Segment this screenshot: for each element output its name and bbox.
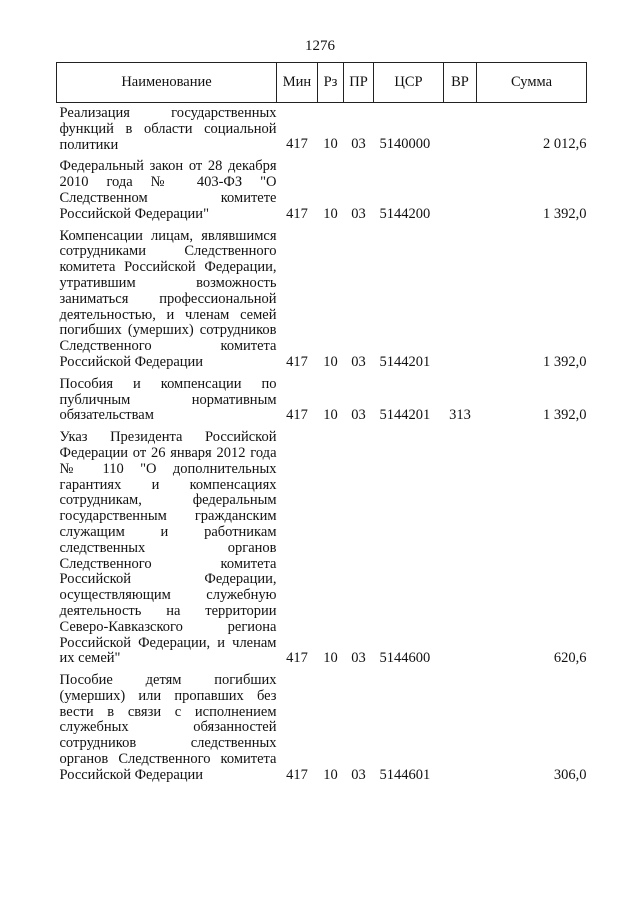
row-sum: 620,6 — [553, 650, 587, 667]
row-min: 417 — [286, 205, 308, 222]
header-vr: ВР — [444, 63, 477, 103]
row-csr: 5144600 — [379, 650, 431, 667]
row-pr: 03 — [351, 136, 366, 153]
table-header-row — [57, 63, 587, 103]
row-name: Федеральный закон от 28 декабря 2010 года № 403-ФЗ "О Следственном комитете Российской Федерации" — [59, 158, 277, 222]
page-number: 1276 — [305, 38, 335, 54]
header-min: Мин — [277, 63, 318, 103]
row-pr: 03 — [351, 353, 366, 370]
row-vr — [444, 103, 477, 157]
table-row — [57, 374, 587, 427]
row-csr: 5144201 — [379, 407, 431, 424]
row-sum: 1 392,0 — [543, 407, 587, 424]
table-row — [57, 670, 587, 787]
row-min: 417 — [286, 353, 308, 370]
budget-table — [56, 62, 587, 787]
table-row — [57, 156, 587, 225]
table-row — [57, 226, 587, 374]
row-sum: 306,0 — [553, 766, 587, 783]
row-vr — [444, 670, 477, 787]
row-rz: 10 — [323, 136, 338, 153]
row-min: 417 — [286, 766, 308, 783]
header-sum: Сумма — [477, 63, 587, 103]
row-name: Пособие детям погибших (умерших) или пропавших без вести в связи с исполнением служебных обязанностей сотрудников следственных органов Следственного комитета Российской Федерации — [59, 672, 277, 783]
row-rz: 10 — [323, 353, 338, 370]
header-rz: Рз — [318, 63, 344, 103]
row-rz: 10 — [323, 650, 338, 667]
table-row — [57, 427, 587, 670]
row-min: 417 — [286, 650, 308, 667]
row-pr: 03 — [351, 407, 366, 424]
header-pr: ПР — [344, 63, 374, 103]
row-name: Указ Президента Российской Федерации от 26 января 2012 года № 110 "О дополнительных гарантиях и компенсациях сотрудникам, федеральным государственным гражданским служащим и работникам следственных органов Следственного комитета Российской Федерации, осуществляющим служебную деятельность на территории Северо-Кавказского региона Российской Федерации, и членам их семей" — [59, 429, 277, 667]
row-csr: 5144601 — [379, 766, 431, 783]
row-vr — [444, 156, 477, 225]
row-vr: 313 — [449, 407, 471, 424]
row-csr: 5140000 — [379, 136, 431, 153]
row-min: 417 — [286, 407, 308, 424]
row-rz: 10 — [323, 407, 338, 424]
row-name: Пособия и компенсации по публичным нормативным обязательствам — [59, 375, 277, 424]
row-rz: 10 — [323, 205, 338, 222]
row-vr — [444, 226, 477, 374]
row-sum: 1 392,0 — [543, 353, 587, 370]
row-vr — [444, 427, 477, 670]
header-name: Наименование — [57, 63, 277, 103]
row-sum: 1 392,0 — [543, 205, 587, 222]
row-csr: 5144201 — [379, 353, 431, 370]
row-csr: 5144200 — [379, 205, 431, 222]
row-min: 417 — [286, 136, 308, 153]
header-csr: ЦСР — [374, 63, 444, 103]
row-name: Компенсации лицам, являвшимся сотрудниками Следственного комитета Российской Федерации, утратившим возможность заниматься профессиональной деятельностью, и членам семей погибших (умерших) сотрудников Следственного комитета Российской Федерации — [59, 227, 277, 370]
row-pr: 03 — [351, 650, 366, 667]
row-pr: 03 — [351, 205, 366, 222]
row-rz: 10 — [323, 766, 338, 783]
row-pr: 03 — [351, 766, 366, 783]
table-row — [57, 103, 587, 157]
row-name: Реализация государственных функций в области социальной политики — [59, 105, 277, 153]
row-sum: 2 012,6 — [543, 136, 587, 153]
